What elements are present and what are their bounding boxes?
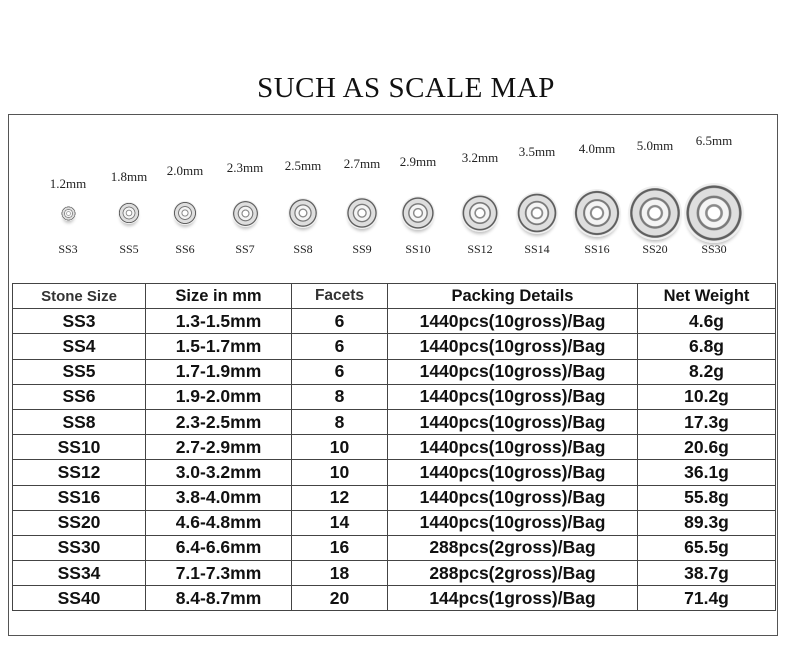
scale-stone-ss-label: SS8 (293, 242, 313, 256)
rhinestone-icon (61, 206, 76, 221)
packing-details-cell: 1440pcs(10gross)/Bag (388, 510, 638, 535)
size-in-mm-cell: 2.7-2.9mm (146, 435, 292, 460)
scale-map (12, 118, 776, 278)
rhinestone-icon (628, 186, 682, 240)
stone-size-cell: SS30 (13, 535, 146, 560)
scale-stone-ss-label: SS14 (524, 242, 550, 256)
net-weight-cell: 4.6g (638, 309, 776, 334)
facets-cell: 20 (292, 586, 388, 611)
scale-stone-ss-label: SS3 (58, 242, 78, 256)
table-row (13, 586, 776, 611)
table-row (13, 485, 776, 510)
scale-stone-ss-label: SS16 (584, 242, 610, 256)
net-weight-cell: 65.5g (638, 535, 776, 560)
size-in-mm-cell: 1.5-1.7mm (146, 334, 292, 359)
packing-details-cell: 288pcs(2gross)/Bag (388, 561, 638, 586)
table-header-row (13, 284, 776, 309)
table-row (13, 334, 776, 359)
header-size-in-mm: Size in mm (146, 284, 292, 309)
scale-stone-mm-label: 3.2mm (461, 150, 499, 165)
stone-size-cell: SS5 (13, 359, 146, 384)
table-row (13, 460, 776, 485)
scale-stone-mm-label: 2.7mm (343, 156, 381, 171)
net-weight-cell: 8.2g (638, 359, 776, 384)
stone-size-cell: SS3 (13, 309, 146, 334)
stone-size-cell: SS6 (13, 384, 146, 409)
scale-stone-ss-label: SS10 (405, 242, 431, 256)
packing-details-cell: 1440pcs(10gross)/Bag (388, 460, 638, 485)
net-weight-cell: 10.2g (638, 384, 776, 409)
facets-cell: 6 (292, 359, 388, 384)
rhinestone-icon (573, 189, 621, 237)
packing-details-cell: 1440pcs(10gross)/Bag (388, 435, 638, 460)
scale-stone-mm-label: 3.5mm (518, 144, 556, 159)
stone-size-cell: SS34 (13, 561, 146, 586)
facets-cell: 10 (292, 435, 388, 460)
packing-details-cell: 144pcs(1gross)/Bag (388, 586, 638, 611)
scale-stone-ss-label: SS12 (467, 242, 493, 256)
rhinestone-icon (173, 201, 197, 225)
stone-size-cell: SS16 (13, 485, 146, 510)
size-table (12, 283, 776, 611)
rhinestone-icon (684, 183, 744, 243)
size-in-mm-cell: 8.4-8.7mm (146, 586, 292, 611)
stone-size-cell: SS4 (13, 334, 146, 359)
header-stone-size: Stone Size (13, 284, 146, 309)
rhinestone-icon (118, 202, 140, 224)
stone-size-cell: SS8 (13, 409, 146, 434)
net-weight-cell: 20.6g (638, 435, 776, 460)
scale-stone-ss-label: SS7 (235, 242, 255, 256)
rhinestone-icon (232, 200, 259, 227)
facets-cell: 6 (292, 334, 388, 359)
table-row (13, 510, 776, 535)
scale-stone-ss-label: SS30 (701, 242, 727, 256)
stone-size-cell: SS10 (13, 435, 146, 460)
rhinestone-icon (346, 197, 378, 229)
header-net-weight: Net Weight (638, 284, 776, 309)
net-weight-cell: 17.3g (638, 409, 776, 434)
packing-details-cell: 1440pcs(10gross)/Bag (388, 309, 638, 334)
packing-details-cell: 1440pcs(10gross)/Bag (388, 409, 638, 434)
page-title: SUCH AS SCALE MAP (257, 72, 555, 104)
facets-cell: 8 (292, 384, 388, 409)
table-row (13, 435, 776, 460)
size-in-mm-cell: 2.3-2.5mm (146, 409, 292, 434)
scale-stone-mm-label: 5.0mm (636, 138, 674, 153)
scale-stone-mm-label: 2.0mm (166, 163, 204, 178)
size-in-mm-cell: 3.0-3.2mm (146, 460, 292, 485)
table-row (13, 359, 776, 384)
facets-cell: 18 (292, 561, 388, 586)
facets-cell: 10 (292, 460, 388, 485)
net-weight-cell: 6.8g (638, 334, 776, 359)
table-row (13, 561, 776, 586)
packing-details-cell: 1440pcs(10gross)/Bag (388, 485, 638, 510)
facets-cell: 8 (292, 409, 388, 434)
scale-stone-mm-label: 1.2mm (49, 176, 87, 191)
facets-cell: 6 (292, 309, 388, 334)
scale-stone-mm-label: 2.9mm (399, 154, 437, 169)
table-row (13, 309, 776, 334)
stone-size-cell: SS40 (13, 586, 146, 611)
packing-details-cell: 288pcs(2gross)/Bag (388, 535, 638, 560)
size-in-mm-cell: 1.9-2.0mm (146, 384, 292, 409)
net-weight-cell: 55.8g (638, 485, 776, 510)
packing-details-cell: 1440pcs(10gross)/Bag (388, 384, 638, 409)
table-row (13, 384, 776, 409)
size-in-mm-cell: 3.8-4.0mm (146, 485, 292, 510)
stone-size-cell: SS20 (13, 510, 146, 535)
facets-cell: 12 (292, 485, 388, 510)
facets-cell: 14 (292, 510, 388, 535)
scale-stone (679, 118, 749, 268)
header-facets: Facets (292, 284, 388, 309)
net-weight-cell: 36.1g (638, 460, 776, 485)
net-weight-cell: 71.4g (638, 586, 776, 611)
scale-stone (33, 118, 103, 268)
rhinestone-icon (288, 198, 318, 228)
rhinestone-icon (401, 196, 435, 230)
packing-details-cell: 1440pcs(10gross)/Bag (388, 359, 638, 384)
scale-stone-ss-label: SS5 (119, 242, 139, 256)
scale-stone-ss-label: SS9 (352, 242, 372, 256)
table-row (13, 535, 776, 560)
scale-stone-mm-label: 2.3mm (226, 160, 264, 175)
net-weight-cell: 89.3g (638, 510, 776, 535)
scale-stone-mm-label: 1.8mm (110, 169, 148, 184)
stone-size-cell: SS12 (13, 460, 146, 485)
rhinestone-icon (461, 194, 499, 232)
scale-stone-mm-label: 6.5mm (695, 133, 733, 148)
size-in-mm-cell: 4.6-4.8mm (146, 510, 292, 535)
size-in-mm-cell: 1.3-1.5mm (146, 309, 292, 334)
size-in-mm-cell: 6.4-6.6mm (146, 535, 292, 560)
header-packing-details: Packing Details (388, 284, 638, 309)
size-in-mm-cell: 1.7-1.9mm (146, 359, 292, 384)
scale-stone-ss-label: SS20 (642, 242, 668, 256)
net-weight-cell: 38.7g (638, 561, 776, 586)
size-in-mm-cell: 7.1-7.3mm (146, 561, 292, 586)
scale-stone-mm-label: 2.5mm (284, 158, 322, 173)
scale-stone (383, 118, 453, 268)
table-row (13, 409, 776, 434)
scale-stone-mm-label: 4.0mm (578, 141, 616, 156)
facets-cell: 16 (292, 535, 388, 560)
scale-stone-ss-label: SS6 (175, 242, 195, 256)
packing-details-cell: 1440pcs(10gross)/Bag (388, 334, 638, 359)
rhinestone-icon (516, 192, 558, 234)
